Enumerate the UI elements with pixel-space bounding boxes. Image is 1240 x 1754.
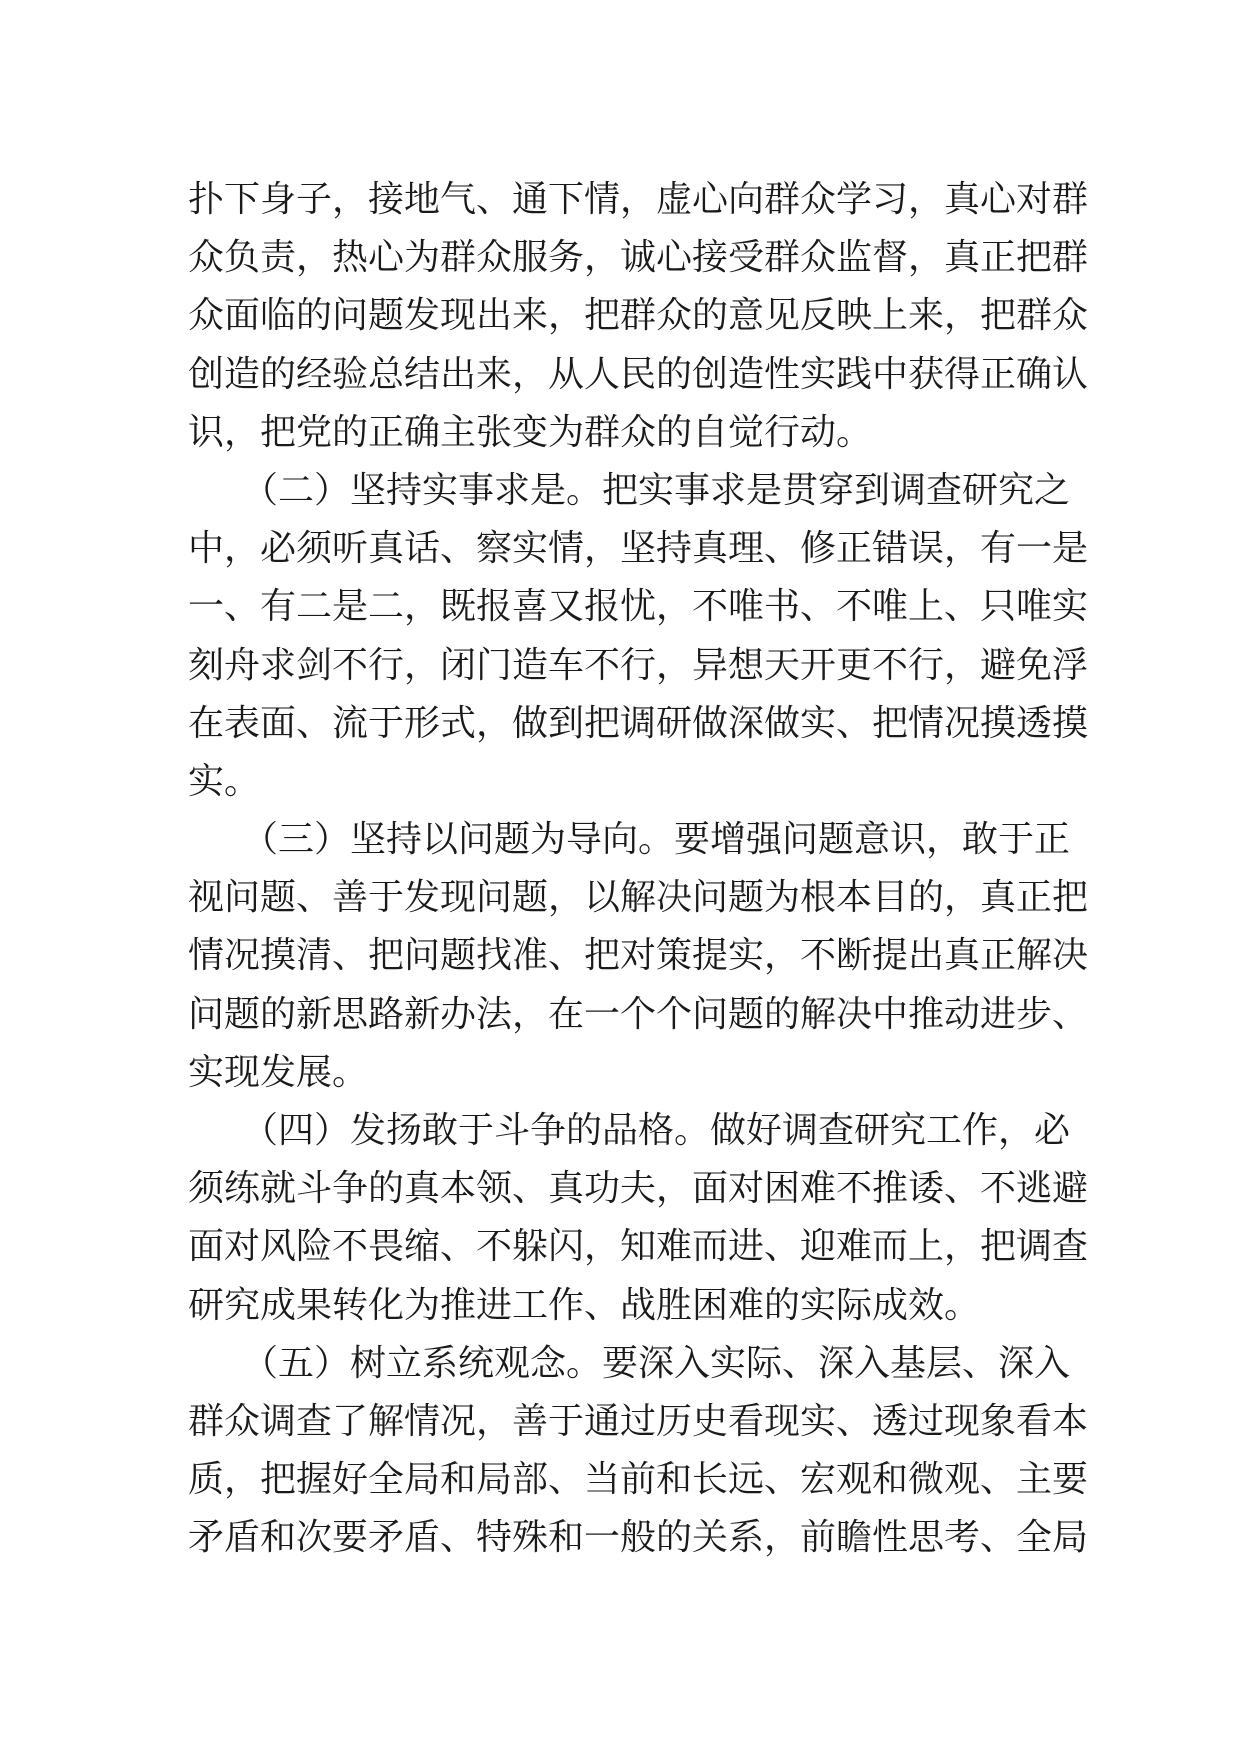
text-line: 矛盾和次要矛盾、特殊和一般的关系，前瞻性思考、全局: [188, 1517, 1089, 1559]
body-text: [188, 171, 1089, 1568]
text-line: 众负责，热心为群众服务，诚心接受群众监督，真正把群: [188, 237, 1089, 279]
text-line: 识，把党的正确主张变为群众的自觉行动。: [188, 411, 873, 453]
text-line: 扑下身子，接地气、通下情，虚心向群众学习，真心对群: [188, 179, 1089, 220]
text-line: 实。: [188, 760, 261, 802]
text-line: 研究成果转化为推进工作、战胜困难的实际成效。: [188, 1284, 981, 1326]
text-line: 中，必须听真话、察实情，坚持真理、修正错误，有一是: [188, 528, 1089, 570]
text-line: 视问题、善于发现问题，以解决问题为根本目的，真正把: [188, 877, 1089, 919]
text-line: 刻舟求剑不行，闭门造车不行，异想天开更不行，避免浮: [188, 644, 1089, 686]
text-line: 一、有二是二，既报喜又报忧，不唯书、不唯上、只唯实: [188, 586, 1089, 628]
text-line: 创造的经验总结出来，从人民的创造性实践中获得正确认: [188, 353, 1089, 395]
text-line: 问题的新思路新办法，在一个个问题的解决中推动进步、: [188, 993, 1089, 1035]
text-line: 群众调查了解情况，善于通过历史看现实、透过现象看本: [188, 1400, 1089, 1442]
text-line: （二）坚持实事求是。把实事求是贯穿到调查研究之: [188, 469, 1071, 511]
text-line: 众面临的问题发现出来，把群众的意见反映上来，把群众: [188, 295, 1089, 337]
text-line: （五）树立系统观念。要深入实际、深入基层、深入: [188, 1342, 1071, 1384]
text-line: 须练就斗争的真本领、真功夫，面对困难不推诿、不逃避: [188, 1168, 1089, 1210]
text-line: （四）发扬敢于斗争的品格。做好调查研究工作，必: [188, 1110, 1071, 1151]
text-line: （三）坚持以问题为导向。要增强问题意识，敢于正: [188, 819, 1071, 861]
text-line: 在表面、流于形式，做到把调研做深做实、把情况摸透摸: [188, 702, 1089, 744]
text-line: 质，把握好全局和局部、当前和长远、宏观和微观、主要: [188, 1459, 1089, 1501]
text-line: 实现发展。: [188, 1051, 369, 1093]
text-line: 情况摸清、把问题找准、把对策提实，不断提出真正解决: [188, 935, 1089, 977]
text-line: 面对风险不畏缩、不躲闪，知难而进、迎难而上，把调查: [188, 1226, 1089, 1268]
